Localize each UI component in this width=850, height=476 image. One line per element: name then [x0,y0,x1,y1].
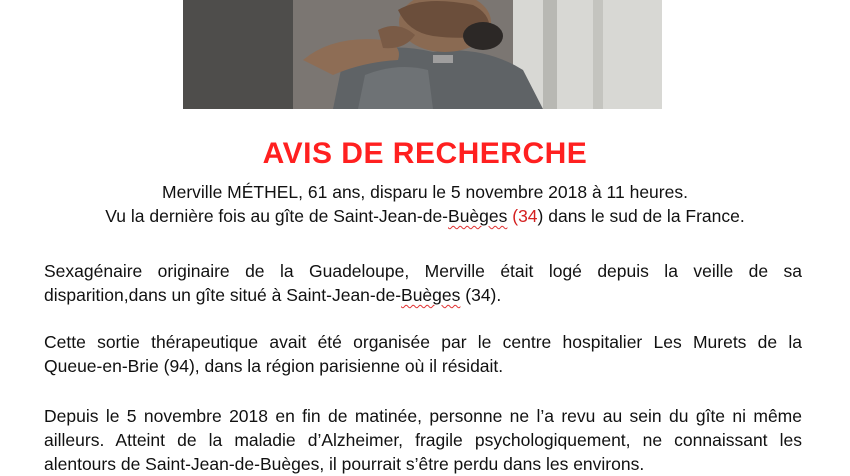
spellcheck-word: Buèges [448,206,508,226]
paragraph-hospital [44,330,802,378]
spellcheck-word: Buèges [401,285,461,305]
person-photo-icon [183,0,662,109]
lead-line-1: Merville MÉTHEL, 61 ans, disparu le 5 novembre 2018 à 11 heures. [162,182,688,202]
paragraph-line-text: disparition,dans un gîte situé à Saint-Jean-de- [44,285,402,305]
missing-person-photo [183,0,662,109]
lead-line-2-end: ) dans le sud de la France. [537,206,745,226]
lead-line-2 [0,204,850,228]
paragraph-line: ailleurs. Atteint de la maladie d’Alzheimer, fragile psychologiquement, ne connaissant les [44,430,802,450]
paragraph-line: Sexagénaire originaire de la Guadeloupe, Merville était logé depuis la veille de sa [44,261,802,281]
paragraph-origin [44,259,802,307]
paragraph-line: Queue-en-Brie (94), dans la région parisienne où il résidait. [44,356,504,376]
paragraph-line: alentours de Saint-Jean-de-Buèges, il pourrait s’être perdu dans les environs. [44,454,645,474]
lead-line-2-text: Vu la dernière fois au gîte de Saint-Jean-de- [105,206,449,226]
paragraph-line: Depuis le 5 novembre 2018 en fin de matinée, personne ne l’a revu au sein du gîte ni même [44,406,802,426]
department-number: (34 [512,206,538,226]
paragraph-disappearance [44,404,802,476]
lead-summary [0,180,850,228]
page-title: AVIS DE RECHERCHE [262,137,588,170]
paragraph-line: Cette sortie thérapeutique avait été organisée par le centre hospitalier Les Murets de la [44,332,802,352]
paragraph-line-end: (34). [460,285,502,305]
paragraph-line [44,283,802,307]
